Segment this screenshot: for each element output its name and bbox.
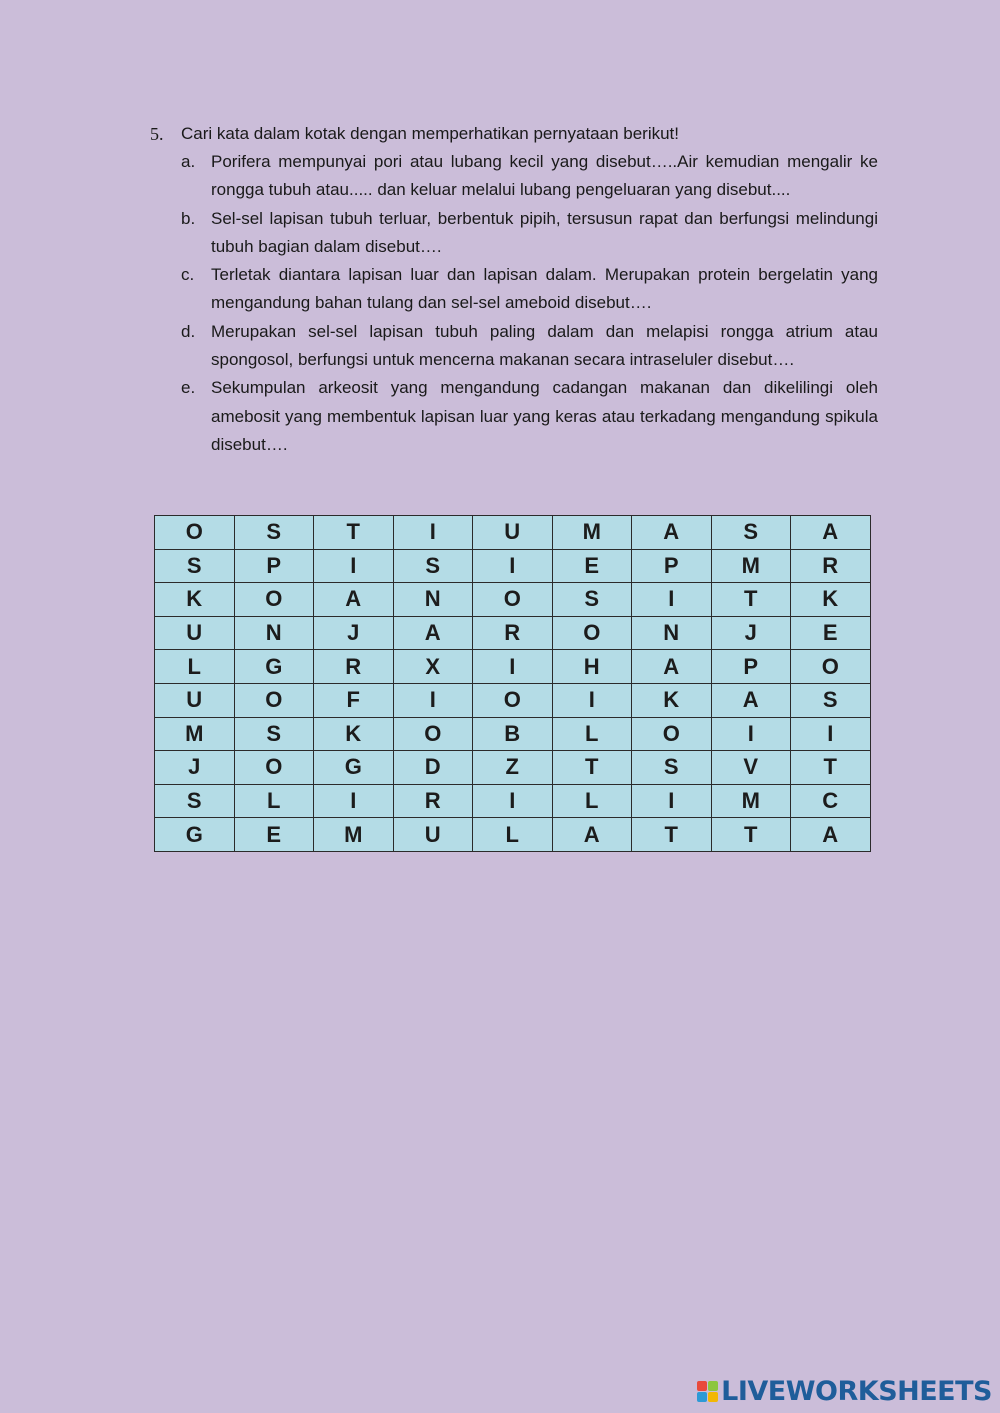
grid-cell[interactable]: I bbox=[314, 784, 394, 818]
grid-cell[interactable]: G bbox=[234, 650, 314, 684]
question-item bbox=[181, 148, 878, 205]
grid-cell[interactable]: O bbox=[632, 717, 712, 751]
grid-cell[interactable]: L bbox=[552, 717, 632, 751]
grid-cell[interactable]: L bbox=[234, 784, 314, 818]
item-text: Merupakan sel-sel lapisan tubuh paling dalam dan melapisi rongga atrium atau spongosol, berfungsi untuk mencerna makanan secara intraseluler disebut…. bbox=[211, 321, 878, 370]
grid-cell[interactable]: E bbox=[791, 616, 871, 650]
grid-cell[interactable]: R bbox=[393, 784, 473, 818]
grid-cell[interactable]: P bbox=[234, 549, 314, 583]
grid-cell[interactable]: O bbox=[234, 683, 314, 717]
grid-cell[interactable]: N bbox=[632, 616, 712, 650]
grid-cell[interactable]: G bbox=[314, 751, 394, 785]
grid-cell[interactable]: I bbox=[632, 784, 712, 818]
question-item bbox=[181, 205, 878, 262]
grid-cell[interactable]: N bbox=[234, 616, 314, 650]
grid-cell[interactable]: A bbox=[791, 516, 871, 550]
grid-cell[interactable]: B bbox=[473, 717, 553, 751]
grid-cell[interactable]: M bbox=[155, 717, 235, 751]
grid-cell[interactable]: C bbox=[791, 784, 871, 818]
grid-row bbox=[155, 616, 871, 650]
grid-cell[interactable]: U bbox=[473, 516, 553, 550]
grid-cell[interactable]: S bbox=[711, 516, 791, 550]
brand-name: LIVEWORKSHEETS bbox=[721, 1376, 992, 1407]
grid-cell[interactable]: L bbox=[552, 784, 632, 818]
question-items bbox=[181, 148, 878, 459]
grid-cell[interactable]: M bbox=[552, 516, 632, 550]
word-search-grid bbox=[154, 515, 871, 852]
logo-square bbox=[697, 1392, 707, 1402]
grid-row bbox=[155, 683, 871, 717]
grid-cell[interactable]: A bbox=[791, 818, 871, 852]
item-letter: a. bbox=[181, 152, 196, 171]
question-item bbox=[181, 318, 878, 375]
grid-cell[interactable]: A bbox=[711, 683, 791, 717]
liveworksheets-logo-icon bbox=[697, 1381, 718, 1402]
grid-cell[interactable]: Z bbox=[473, 751, 553, 785]
grid-cell[interactable]: M bbox=[711, 549, 791, 583]
grid-cell[interactable]: O bbox=[234, 751, 314, 785]
grid-cell[interactable]: N bbox=[393, 583, 473, 617]
grid-cell[interactable]: A bbox=[552, 818, 632, 852]
question-item bbox=[181, 374, 878, 459]
grid-cell[interactable]: S bbox=[155, 549, 235, 583]
brand-footer bbox=[697, 1376, 992, 1407]
grid-cell[interactable]: A bbox=[632, 650, 712, 684]
question-title: Cari kata dalam kotak dengan memperhatikan pernyataan berikut! bbox=[181, 124, 680, 143]
grid-cell[interactable]: T bbox=[552, 751, 632, 785]
grid-cell[interactable]: J bbox=[711, 616, 791, 650]
grid-cell[interactable]: S bbox=[393, 549, 473, 583]
grid-cell[interactable]: T bbox=[632, 818, 712, 852]
grid-cell[interactable]: I bbox=[791, 717, 871, 751]
grid-row bbox=[155, 583, 871, 617]
grid-cell[interactable]: L bbox=[155, 650, 235, 684]
grid-cell[interactable]: O bbox=[473, 583, 553, 617]
grid-cell[interactable]: I bbox=[473, 784, 553, 818]
grid-row bbox=[155, 549, 871, 583]
grid-row bbox=[155, 717, 871, 751]
grid-cell[interactable]: O bbox=[552, 616, 632, 650]
grid-cell[interactable]: A bbox=[314, 583, 394, 617]
grid-row bbox=[155, 650, 871, 684]
grid-cell[interactable]: T bbox=[314, 516, 394, 550]
item-letter: d. bbox=[181, 321, 196, 341]
grid-cell[interactable]: R bbox=[314, 650, 394, 684]
grid-cell[interactable]: O bbox=[791, 650, 871, 684]
item-letter: e. bbox=[181, 378, 196, 398]
logo-square bbox=[708, 1381, 718, 1391]
grid-cell[interactable]: S bbox=[234, 516, 314, 550]
grid-cell[interactable]: A bbox=[632, 516, 712, 550]
grid-cell[interactable]: I bbox=[314, 549, 394, 583]
grid-cell[interactable]: I bbox=[473, 549, 553, 583]
grid-cell[interactable]: O bbox=[393, 717, 473, 751]
grid-cell[interactable]: U bbox=[155, 683, 235, 717]
grid-cell[interactable]: X bbox=[393, 650, 473, 684]
grid-cell[interactable]: M bbox=[711, 784, 791, 818]
question-header bbox=[150, 120, 878, 148]
grid-cell[interactable]: T bbox=[711, 583, 791, 617]
grid-cell[interactable]: P bbox=[632, 549, 712, 583]
grid-cell[interactable]: I bbox=[552, 683, 632, 717]
grid-cell[interactable]: L bbox=[473, 818, 553, 852]
question-block bbox=[150, 120, 878, 459]
grid-cell[interactable]: O bbox=[234, 583, 314, 617]
grid-cell[interactable]: H bbox=[552, 650, 632, 684]
grid-cell[interactable]: T bbox=[711, 818, 791, 852]
grid-row bbox=[155, 818, 871, 852]
grid-cell[interactable]: K bbox=[155, 583, 235, 617]
grid-cell[interactable]: I bbox=[393, 683, 473, 717]
grid-cell[interactable]: E bbox=[552, 549, 632, 583]
item-text: Sel-sel lapisan tubuh terluar, berbentuk pipih, tersusun rapat dan berfungsi melindungi tubuh bagian dalam disebut…. bbox=[211, 208, 878, 256]
grid-cell[interactable]: T bbox=[791, 751, 871, 785]
grid-cell[interactable]: K bbox=[632, 683, 712, 717]
grid-cell[interactable]: G bbox=[155, 818, 235, 852]
item-text: Terletak diantara lapisan luar dan lapisan dalam. Merupakan protein bergelatin yang mengandung bahan tulang dan sel-sel ameboid disebut…. bbox=[211, 265, 878, 313]
logo-square bbox=[708, 1392, 718, 1402]
grid-cell[interactable]: R bbox=[791, 549, 871, 583]
grid-cell[interactable]: V bbox=[711, 751, 791, 785]
grid-cell[interactable]: U bbox=[393, 818, 473, 852]
grid-cell[interactable]: J bbox=[155, 751, 235, 785]
item-text: Sekumpulan arkeosit yang mengandung cadangan makanan dan dikelilingi oleh amebosit yang membentuk lapisan luar yang keras atau terkadang mengandung spikula disebut…. bbox=[211, 378, 878, 454]
grid-cell[interactable]: A bbox=[393, 616, 473, 650]
grid-cell[interactable]: S bbox=[234, 717, 314, 751]
grid-cell[interactable]: I bbox=[711, 717, 791, 751]
item-letter: c. bbox=[181, 265, 195, 285]
question-item bbox=[181, 261, 878, 318]
grid-cell[interactable]: U bbox=[155, 616, 235, 650]
grid-row bbox=[155, 784, 871, 818]
grid-cell[interactable]: S bbox=[155, 784, 235, 818]
grid-cell[interactable]: I bbox=[632, 583, 712, 617]
grid-row bbox=[155, 751, 871, 785]
grid-cell[interactable]: O bbox=[473, 683, 553, 717]
grid-cell[interactable]: M bbox=[314, 818, 394, 852]
item-letter: b. bbox=[181, 208, 196, 228]
grid-cell[interactable]: S bbox=[791, 683, 871, 717]
grid-cell[interactable]: K bbox=[791, 583, 871, 617]
logo-square bbox=[697, 1381, 707, 1391]
question-number: 5. bbox=[150, 124, 164, 144]
grid-row bbox=[155, 516, 871, 550]
grid-cell[interactable]: K bbox=[314, 717, 394, 751]
grid-cell[interactable]: R bbox=[473, 616, 553, 650]
grid-cell[interactable]: I bbox=[473, 650, 553, 684]
grid-cell[interactable]: P bbox=[711, 650, 791, 684]
grid-cell[interactable]: S bbox=[632, 751, 712, 785]
grid-cell[interactable]: O bbox=[155, 516, 235, 550]
grid-cell[interactable]: F bbox=[314, 683, 394, 717]
grid-cell[interactable]: E bbox=[234, 818, 314, 852]
grid-cell[interactable]: S bbox=[552, 583, 632, 617]
item-text: Porifera mempunyai pori atau lubang kecil yang disebut…..Air kemudian mengalir ke rongga tubuh atau..... dan keluar melalui lubang pengeluaran yang disebut.... bbox=[211, 152, 878, 200]
grid-cell[interactable]: I bbox=[393, 516, 473, 550]
grid-cell[interactable]: D bbox=[393, 751, 473, 785]
grid-cell[interactable]: J bbox=[314, 616, 394, 650]
